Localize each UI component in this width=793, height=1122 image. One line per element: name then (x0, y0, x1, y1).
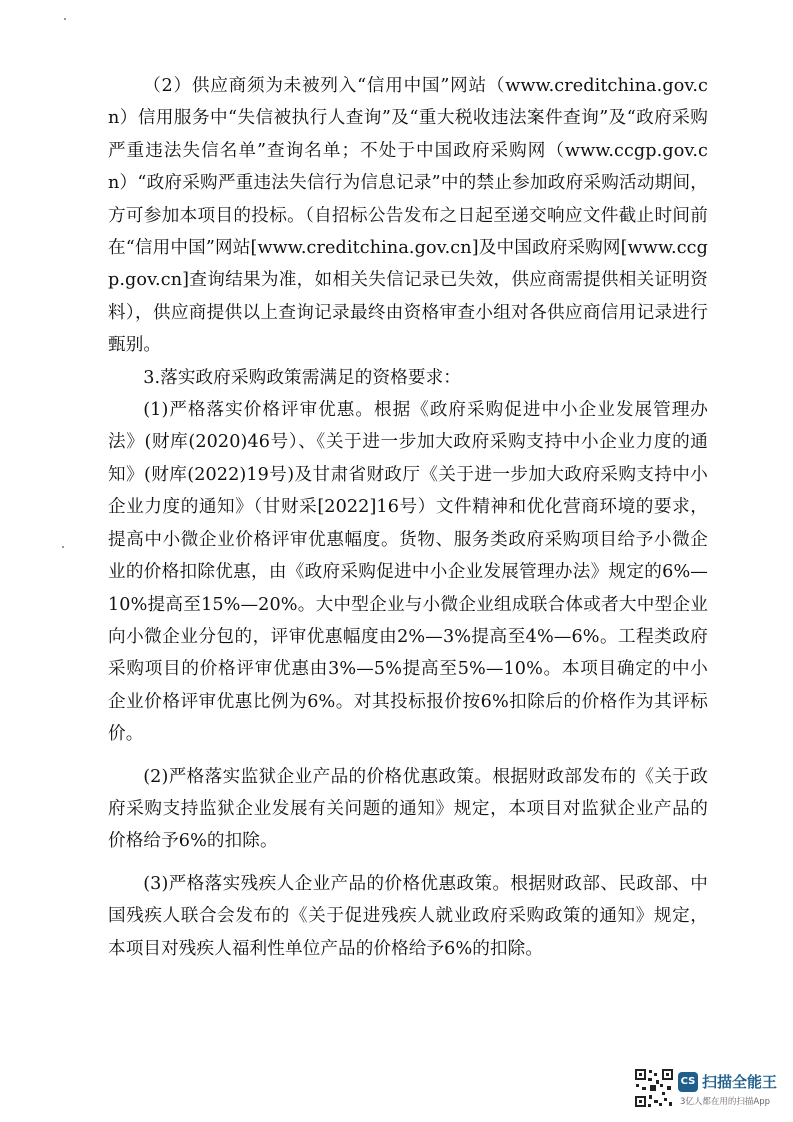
paragraph-credit-check: （2）供应商须为未被列入“信用中国”网站（www.creditchina.gov.cn）信用服务中“失信被执行人查询”及“重大税收违法案件查询”及“政府采购严重违法失信名单”查询名单；不处于中国政府采购网（www.ccgp.gov.cn）“政府采购严重违法失信行为信息记录”中的禁止参加政府采购活动期间，方可参加本项目的投标。（自招标公告发布之日起至递交响应文件截止时间前在“信用中国”网站[www.creditchina.gov.cn]及中国政府采购网[www.ccgp.gov.cn]查询结果为准，如相关失信记录已失效，供应商需提供相关证明资料），供应商提供以上查询记录最终由资格审查小组对各供应商信用记录进行甄别。 (108, 76, 708, 356)
scanner-watermark (634, 1068, 786, 1112)
paragraph-policy-heading: 3.落实政府采购政策需满足的资格要求： (143, 367, 461, 388)
scan-speck (62, 546, 64, 548)
paragraph-prison-enterprise: (2)严格落实监狱企业产品的价格优惠政策。根据财政部发布的《关于政府采购支持监狱企业发展有关问题的通知》规定，本项目对监狱企业产品的价格给予6%的扣除。 (108, 766, 708, 852)
paragraph-sme-discount: (1)严格落实价格评审优惠。根据《政府采购促进中小企业发展管理办法》(财库(2020)46号）、《关于进一步加大政府采购支持中小企业力度的通知》(财库(2022)19号)及甘肃省财政厅《关于进一步加大政府采购支持中小企业力度的通知》（甘财采[2022]16号）文件精神和优化营商环境的要求，提高中小微企业价格评审优惠幅度。货物、服务类政府采购项目给予小微企业的价格扣除优惠，由《政府采购促进中小企业发展管理办法》规定的6%—10%提高至15%—20%。大中型企业与小微企业组成联合体或者大中型企业向小微企业分包的，评审优惠幅度由2%—3%提高至4%—6%。工程类政府采购项目的价格评审优惠由3%—5%提高至5%—10%。本项目确定的中小企业价格评审优惠比例为6%。对其投标报价按6%扣除后的价格作为其评标价。 (108, 400, 708, 745)
scan-speck (64, 18, 66, 20)
paragraph-disabled-enterprise: (3)严格落实残疾人企业产品的价格优惠政策。根据财政部、民政部、中国残疾人联合会发布的《关于促进残疾人就业政府采购政策的通知》规定，本项目对残疾人福利性单位产品的价格给予6%的扣除。 (108, 873, 708, 959)
watermark-tagline: 3亿人都在用的扫描App (680, 1097, 771, 1107)
qr-code-icon (634, 1068, 674, 1108)
camscanner-logo-icon: CS (678, 1072, 698, 1092)
watermark-brand: 扫描全能王 (702, 1073, 778, 1091)
document-body (108, 70, 708, 965)
